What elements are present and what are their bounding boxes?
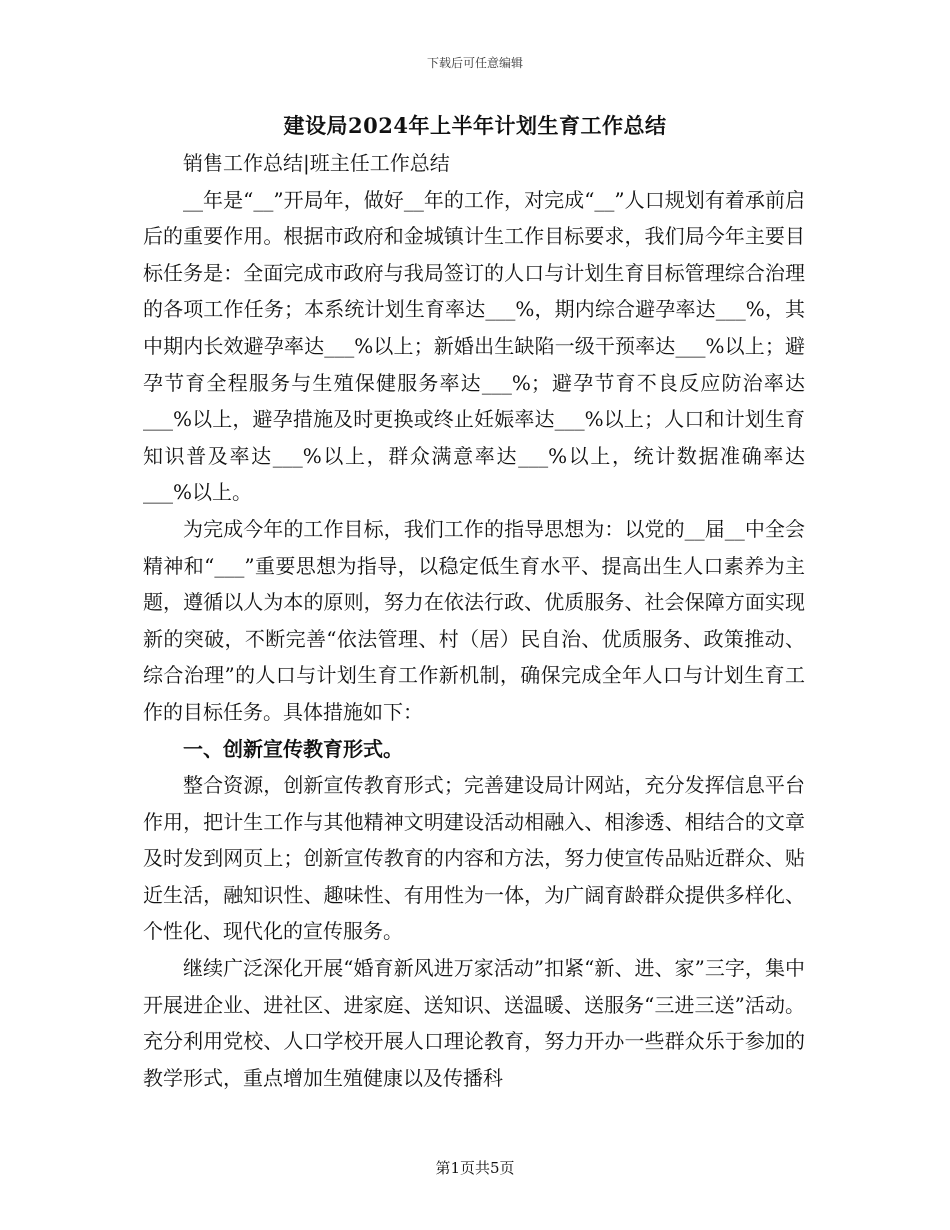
- body-paragraph-category: 销售工作总结|班主任工作总结: [183, 151, 450, 175]
- document-title: 建设局2024年上半年计划生育工作总结: [283, 113, 667, 138]
- body-paragraph-campaign: 继续广泛深化开展“婚育新风进万家活动”扣紧“新、进、家”三字，集中开展进企业、进社区、进家庭、送知识、送温暖、送服务“三进三送”活动。充分利用党校、人口学校开展人口理论教育，努力开办一些群众乐于参加的教学形式，重点增加生殖健康以及传播科: [143, 956, 805, 1090]
- section-heading-1: 一、创新宣传教育形式。: [183, 736, 403, 761]
- page-indicator: 第1页共5页: [435, 1159, 515, 1177]
- body-paragraph-resources: 整合资源，创新宣传教育形式；完善建设局计网站，充分发挥信息平台作用，把计生工作与其他精神文明建设活动相融入、相渗透、相结合的文章及时发到网页上；创新宣传教育的内容和方法，努力使宣传品贴近群众、贴近生活，融知识性、趣味性、有用性为一体，为广阔育龄群众提供多样化、个性化、现代化的宣传服务。: [143, 773, 805, 944]
- body-paragraph-goals: __年是“__”开局年，做好__年的工作，对完成“__”人口规划有着承前启后的重要作用。根据市政府和金城镇计生工作目标要求，我们局今年主要目标任务是：全面完成市政府与我局签订的人口与计划生育目标管理综合治理的各项工作任务；本系统计划生育率达___%，期内综合避孕率达___%，其中期内长效避孕率达___%以上；新婚出生缺陷一级干预率达___%以上；避孕节育全程服务与生殖保健服务率达___%；避孕节育不良反应防治率达___%以上，避孕措施及时更换或终止妊娠率达___%以上；人口和计划生育知识普及率达___%以上，群众满意率达___%以上，统计数据准确率达___%以上。: [143, 187, 805, 505]
- document-body: [143, 145, 805, 1096]
- header-note: 下载后可任意编辑: [426, 56, 523, 70]
- body-paragraph-guiding-thought: 为完成今年的工作目标，我们工作的指导思想为：以党的__届__中全会精神和“___”重要思想为指导，以稳定低生育水平、提高出生人口素养为主题，遵循以人为本的原则，努力在依法行政、优质服务、社会保障方面实现新的突破，不断完善“依法管理、村（居）民自治、优质服务、政策推动、综合治理”的人口与计划生育工作新机制，确保完成全年人口与计划生育工作的目标任务。具体措施如下：: [143, 516, 805, 724]
